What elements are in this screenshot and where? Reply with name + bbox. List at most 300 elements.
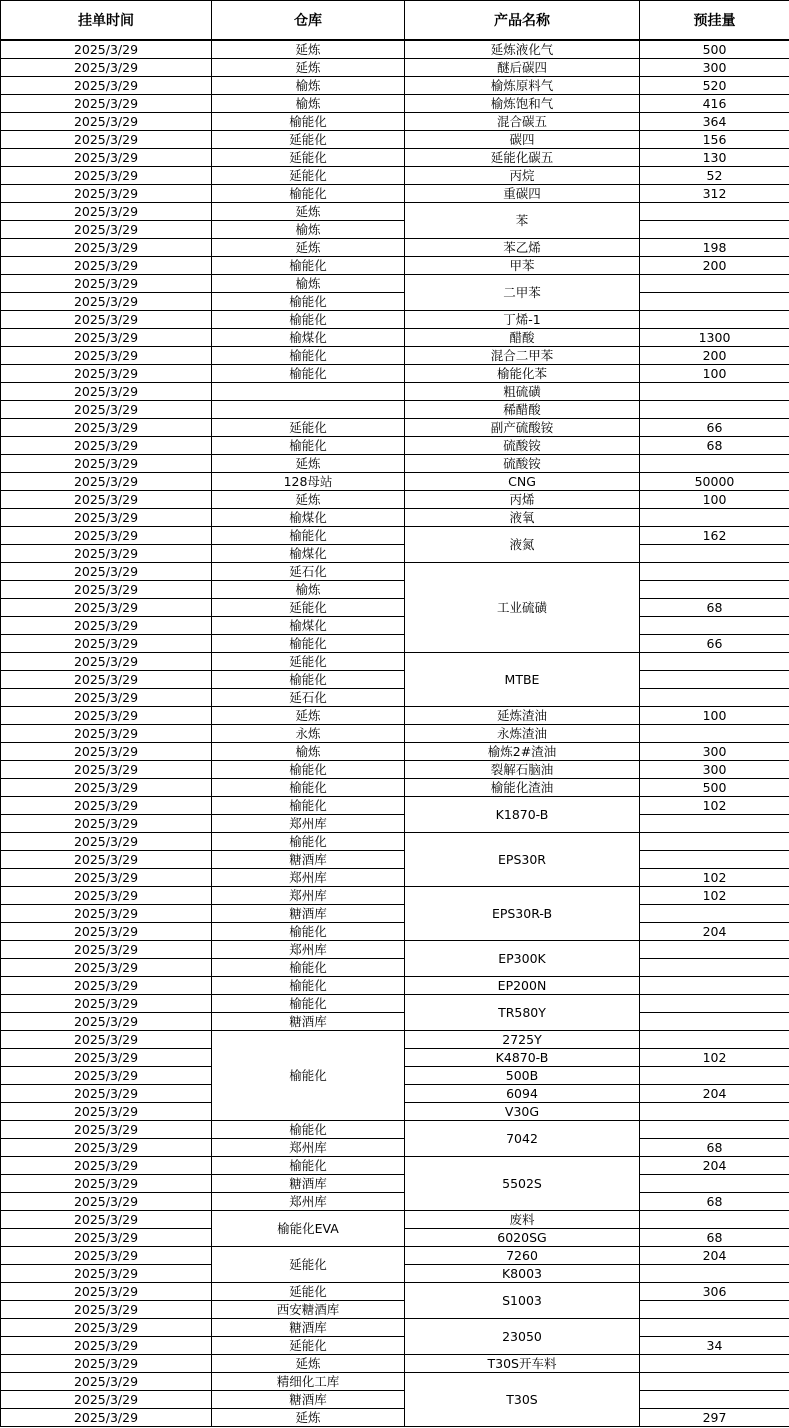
warehouse-cell: 榆炼 xyxy=(212,275,405,293)
date-cell: 2025/3/29 xyxy=(1,1103,212,1121)
warehouse-cell: 延炼 xyxy=(212,707,405,725)
table-row xyxy=(1,1391,789,1409)
quantity-cell: 66 xyxy=(640,635,789,653)
date-cell: 2025/3/29 xyxy=(1,941,212,959)
date-cell: 2025/3/29 xyxy=(1,185,212,203)
date-cell: 2025/3/29 xyxy=(1,491,212,509)
quantity-cell xyxy=(640,815,789,833)
date-cell: 2025/3/29 xyxy=(1,419,212,437)
quantity-cell xyxy=(640,1319,789,1337)
product-cell: 苯乙烯 xyxy=(405,239,640,257)
table-row xyxy=(1,797,789,815)
date-cell: 2025/3/29 xyxy=(1,329,212,347)
quantity-cell xyxy=(640,293,789,311)
quantity-cell: 68 xyxy=(640,437,789,455)
warehouse-cell: 糖酒库 xyxy=(212,851,405,869)
quantity-cell xyxy=(640,203,789,221)
date-cell: 2025/3/29 xyxy=(1,1085,212,1103)
warehouse-cell: 榆炼 xyxy=(212,95,405,113)
quantity-cell xyxy=(640,383,789,401)
product-cell: EP200N xyxy=(405,977,640,995)
date-cell: 2025/3/29 xyxy=(1,131,212,149)
warehouse-cell: 延能化 xyxy=(212,131,405,149)
quantity-cell: 1300 xyxy=(640,329,789,347)
quantity-cell: 68 xyxy=(640,1139,789,1157)
product-cell: K1870-B xyxy=(405,797,640,833)
date-cell: 2025/3/29 xyxy=(1,995,212,1013)
warehouse-cell: 榆能化 xyxy=(212,833,405,851)
quantity-cell: 306 xyxy=(640,1283,789,1301)
warehouse-cell: 延炼 xyxy=(212,203,405,221)
table-row xyxy=(1,221,789,239)
warehouse-cell: 延能化 xyxy=(212,167,405,185)
date-cell: 2025/3/29 xyxy=(1,959,212,977)
date-cell: 2025/3/29 xyxy=(1,1373,212,1391)
warehouse-cell: 榆能化 xyxy=(212,671,405,689)
quantity-cell xyxy=(640,689,789,707)
table-row xyxy=(1,617,789,635)
date-cell: 2025/3/29 xyxy=(1,77,212,95)
table-row xyxy=(1,941,789,959)
warehouse-cell: 榆能化 xyxy=(212,527,405,545)
product-cell: 硫酸铵 xyxy=(405,455,640,473)
quantity-cell: 364 xyxy=(640,113,789,131)
quantity-cell xyxy=(640,851,789,869)
warehouse-cell: 榆能化 xyxy=(212,1157,405,1175)
date-cell: 2025/3/29 xyxy=(1,635,212,653)
product-cell: 7260 xyxy=(405,1247,640,1265)
warehouse-cell: 延能化 xyxy=(212,1247,405,1283)
date-cell: 2025/3/29 xyxy=(1,887,212,905)
warehouse-cell: 榆能化EVA xyxy=(212,1211,405,1247)
warehouse-cell: 精细化工库 xyxy=(212,1373,405,1391)
warehouse-cell: 榆能化 xyxy=(212,923,405,941)
table-row xyxy=(1,365,789,383)
date-cell: 2025/3/29 xyxy=(1,311,212,329)
warehouse-cell: 延能化 xyxy=(212,599,405,617)
warehouse-cell: 榆煤化 xyxy=(212,617,405,635)
product-cell: TR580Y xyxy=(405,995,640,1031)
table-row xyxy=(1,455,789,473)
header-warehouse: 仓库 xyxy=(212,1,405,41)
product-cell: 混合碳五 xyxy=(405,113,640,131)
table-row xyxy=(1,473,789,491)
date-cell: 2025/3/29 xyxy=(1,815,212,833)
quantity-cell xyxy=(640,833,789,851)
warehouse-cell: 郑州库 xyxy=(212,887,405,905)
table-row xyxy=(1,1319,789,1337)
quantity-cell: 162 xyxy=(640,527,789,545)
warehouse-cell: 延能化 xyxy=(212,653,405,671)
warehouse-cell: 榆能化 xyxy=(212,1031,405,1121)
product-cell: 永炼渣油 xyxy=(405,725,640,743)
header-product: 产品名称 xyxy=(405,1,640,41)
warehouse-cell: 榆能化 xyxy=(212,779,405,797)
table-row xyxy=(1,77,789,95)
table-row xyxy=(1,1409,789,1427)
table-row xyxy=(1,1031,789,1049)
date-cell: 2025/3/29 xyxy=(1,1319,212,1337)
table-row xyxy=(1,905,789,923)
quantity-cell: 102 xyxy=(640,797,789,815)
warehouse-cell: 榆能化 xyxy=(212,311,405,329)
quantity-cell: 300 xyxy=(640,743,789,761)
date-cell: 2025/3/29 xyxy=(1,401,212,419)
product-cell: 液氧 xyxy=(405,509,640,527)
table-row xyxy=(1,887,789,905)
product-cell: K8003 xyxy=(405,1265,640,1283)
quantity-cell xyxy=(640,1031,789,1049)
table-row xyxy=(1,491,789,509)
product-cell: 醋酸 xyxy=(405,329,640,347)
warehouse-cell: 榆煤化 xyxy=(212,509,405,527)
date-cell: 2025/3/29 xyxy=(1,1283,212,1301)
table-row xyxy=(1,40,789,59)
warehouse-cell: 郑州库 xyxy=(212,941,405,959)
date-cell: 2025/3/29 xyxy=(1,1211,212,1229)
quantity-cell: 68 xyxy=(640,1229,789,1247)
table-row xyxy=(1,725,789,743)
date-cell: 2025/3/29 xyxy=(1,779,212,797)
table-row xyxy=(1,869,789,887)
product-cell: K4870-B xyxy=(405,1049,640,1067)
table-row xyxy=(1,257,789,275)
warehouse-cell: 糖酒库 xyxy=(212,1319,405,1337)
quantity-cell xyxy=(640,977,789,995)
warehouse-cell: 榆能化 xyxy=(212,977,405,995)
product-cell: 裂解石脑油 xyxy=(405,761,640,779)
date-cell: 2025/3/29 xyxy=(1,1157,212,1175)
warehouse-cell: 糖酒库 xyxy=(212,1391,405,1409)
date-cell: 2025/3/29 xyxy=(1,365,212,383)
quantity-cell: 198 xyxy=(640,239,789,257)
quantity-cell xyxy=(640,221,789,239)
date-cell: 2025/3/29 xyxy=(1,599,212,617)
date-cell: 2025/3/29 xyxy=(1,545,212,563)
date-cell: 2025/3/29 xyxy=(1,725,212,743)
product-cell: 液氮 xyxy=(405,527,640,563)
date-cell: 2025/3/29 xyxy=(1,257,212,275)
product-cell: 榆炼2#渣油 xyxy=(405,743,640,761)
product-cell: 榆能化苯 xyxy=(405,365,640,383)
table-row xyxy=(1,707,789,725)
warehouse-cell: 榆能化 xyxy=(212,113,405,131)
table-row xyxy=(1,131,789,149)
warehouse-cell: 郑州库 xyxy=(212,869,405,887)
date-cell: 2025/3/29 xyxy=(1,905,212,923)
warehouse-cell: 延炼 xyxy=(212,40,405,59)
product-cell: 500B xyxy=(405,1067,640,1085)
date-cell: 2025/3/29 xyxy=(1,95,212,113)
warehouse-cell: 西安糖酒库 xyxy=(212,1301,405,1319)
table-row xyxy=(1,1283,789,1301)
date-cell: 2025/3/29 xyxy=(1,761,212,779)
product-cell: 丁烯-1 xyxy=(405,311,640,329)
warehouse-cell: 榆炼 xyxy=(212,77,405,95)
date-cell: 2025/3/29 xyxy=(1,1247,212,1265)
quantity-cell: 520 xyxy=(640,77,789,95)
warehouse-cell: 榆煤化 xyxy=(212,329,405,347)
warehouse-cell: 榆能化 xyxy=(212,995,405,1013)
product-cell: 工业硫磺 xyxy=(405,563,640,653)
product-cell: 7042 xyxy=(405,1121,640,1157)
warehouse-cell xyxy=(212,401,405,419)
product-cell: 2725Y xyxy=(405,1031,640,1049)
table-row xyxy=(1,959,789,977)
product-cell: V30G xyxy=(405,1103,640,1121)
quantity-cell: 204 xyxy=(640,1247,789,1265)
quantity-cell xyxy=(640,581,789,599)
product-cell: 丙烯 xyxy=(405,491,640,509)
quantity-cell xyxy=(640,1301,789,1319)
product-cell: T30S开车料 xyxy=(405,1355,640,1373)
date-cell: 2025/3/29 xyxy=(1,59,212,77)
table-row xyxy=(1,1355,789,1373)
product-cell: EP300K xyxy=(405,941,640,977)
product-cell: 粗硫磺 xyxy=(405,383,640,401)
table-row xyxy=(1,95,789,113)
product-cell: 延炼渣油 xyxy=(405,707,640,725)
table-row xyxy=(1,383,789,401)
warehouse-cell: 榆能化 xyxy=(212,437,405,455)
table-row xyxy=(1,329,789,347)
warehouse-cell: 糖酒库 xyxy=(212,1175,405,1193)
quantity-cell xyxy=(640,995,789,1013)
table-row xyxy=(1,185,789,203)
product-cell: 混合二甲苯 xyxy=(405,347,640,365)
date-cell: 2025/3/29 xyxy=(1,275,212,293)
table-row xyxy=(1,1175,789,1193)
table-row xyxy=(1,1247,789,1265)
warehouse-cell: 延炼 xyxy=(212,1409,405,1427)
quantity-cell: 100 xyxy=(640,707,789,725)
date-cell: 2025/3/29 xyxy=(1,563,212,581)
table-row xyxy=(1,401,789,419)
table-row xyxy=(1,545,789,563)
quantity-cell xyxy=(640,401,789,419)
warehouse-cell: 榆煤化 xyxy=(212,545,405,563)
date-cell: 2025/3/29 xyxy=(1,293,212,311)
date-cell: 2025/3/29 xyxy=(1,1031,212,1049)
quantity-cell xyxy=(640,941,789,959)
quantity-cell xyxy=(640,1355,789,1373)
product-cell: 副产硫酸铵 xyxy=(405,419,640,437)
product-cell: 甲苯 xyxy=(405,257,640,275)
table-row xyxy=(1,293,789,311)
warehouse-cell: 延炼 xyxy=(212,455,405,473)
date-cell: 2025/3/29 xyxy=(1,1265,212,1283)
date-cell: 2025/3/29 xyxy=(1,347,212,365)
warehouse-cell: 榆能化 xyxy=(212,293,405,311)
table-row xyxy=(1,743,789,761)
date-cell: 2025/3/29 xyxy=(1,1391,212,1409)
quantity-cell: 300 xyxy=(640,59,789,77)
warehouse-cell: 延炼 xyxy=(212,59,405,77)
date-cell: 2025/3/29 xyxy=(1,40,212,59)
warehouse-cell: 榆能化 xyxy=(212,1121,405,1139)
table-row xyxy=(1,203,789,221)
warehouse-cell: 榆能化 xyxy=(212,257,405,275)
warehouse-cell: 永炼 xyxy=(212,725,405,743)
warehouse-cell: 榆能化 xyxy=(212,761,405,779)
warehouse-cell: 榆能化 xyxy=(212,959,405,977)
table-row xyxy=(1,1337,789,1355)
quantity-cell: 34 xyxy=(640,1337,789,1355)
date-cell: 2025/3/29 xyxy=(1,1337,212,1355)
warehouse-cell: 榆能化 xyxy=(212,185,405,203)
quantity-cell xyxy=(640,1391,789,1409)
table-row xyxy=(1,1211,789,1229)
date-cell: 2025/3/29 xyxy=(1,1139,212,1157)
date-cell: 2025/3/29 xyxy=(1,509,212,527)
table-row xyxy=(1,761,789,779)
warehouse-cell xyxy=(212,383,405,401)
table-row xyxy=(1,1373,789,1391)
quantity-cell xyxy=(640,671,789,689)
table-row xyxy=(1,59,789,77)
warehouse-cell: 郑州库 xyxy=(212,815,405,833)
quantity-cell xyxy=(640,959,789,977)
warehouse-cell: 延炼 xyxy=(212,491,405,509)
product-cell: 二甲苯 xyxy=(405,275,640,311)
product-cell: 硫酸铵 xyxy=(405,437,640,455)
warehouse-cell: 糖酒库 xyxy=(212,905,405,923)
table-row xyxy=(1,815,789,833)
quantity-cell: 68 xyxy=(640,1193,789,1211)
warehouse-cell: 榆能化 xyxy=(212,797,405,815)
table-row xyxy=(1,347,789,365)
product-cell: MTBE xyxy=(405,653,640,707)
date-cell: 2025/3/29 xyxy=(1,149,212,167)
product-cell: 榆炼饱和气 xyxy=(405,95,640,113)
date-cell: 2025/3/29 xyxy=(1,617,212,635)
quantity-cell xyxy=(640,509,789,527)
date-cell: 2025/3/29 xyxy=(1,239,212,257)
date-cell: 2025/3/29 xyxy=(1,689,212,707)
table-row xyxy=(1,1139,789,1157)
warehouse-cell: 郑州库 xyxy=(212,1193,405,1211)
table-row xyxy=(1,779,789,797)
header-date: 挂单时间 xyxy=(1,1,212,41)
warehouse-cell: 延能化 xyxy=(212,419,405,437)
product-cell: 碳四 xyxy=(405,131,640,149)
quantity-cell: 68 xyxy=(640,599,789,617)
quantity-cell: 204 xyxy=(640,1157,789,1175)
quantity-cell: 130 xyxy=(640,149,789,167)
product-cell: 稀醋酸 xyxy=(405,401,640,419)
product-cell: T30S xyxy=(405,1373,640,1427)
product-cell: 榆能化渣油 xyxy=(405,779,640,797)
quantity-cell: 297 xyxy=(640,1409,789,1427)
quantity-cell xyxy=(640,905,789,923)
table-row xyxy=(1,635,789,653)
quantity-cell: 156 xyxy=(640,131,789,149)
date-cell: 2025/3/29 xyxy=(1,1049,212,1067)
quantity-cell xyxy=(640,653,789,671)
quantity-cell: 50000 xyxy=(640,473,789,491)
date-cell: 2025/3/29 xyxy=(1,1067,212,1085)
table-row xyxy=(1,977,789,995)
table-row xyxy=(1,653,789,671)
warehouse-cell: 榆能化 xyxy=(212,635,405,653)
warehouse-cell: 延炼 xyxy=(212,1355,405,1373)
date-cell: 2025/3/29 xyxy=(1,167,212,185)
date-cell: 2025/3/29 xyxy=(1,743,212,761)
quantity-cell: 102 xyxy=(640,869,789,887)
quantity-cell xyxy=(640,1013,789,1031)
date-cell: 2025/3/29 xyxy=(1,977,212,995)
table-row xyxy=(1,239,789,257)
date-cell: 2025/3/29 xyxy=(1,1229,212,1247)
table-row xyxy=(1,1013,789,1031)
date-cell: 2025/3/29 xyxy=(1,203,212,221)
product-cell: 23050 xyxy=(405,1319,640,1355)
warehouse-cell: 延石化 xyxy=(212,563,405,581)
product-cell: 5502S xyxy=(405,1157,640,1211)
quantity-cell xyxy=(640,725,789,743)
product-cell: 醚后碳四 xyxy=(405,59,640,77)
date-cell: 2025/3/29 xyxy=(1,671,212,689)
date-cell: 2025/3/29 xyxy=(1,923,212,941)
product-cell: 6020SG xyxy=(405,1229,640,1247)
table-row xyxy=(1,1157,789,1175)
table-row xyxy=(1,149,789,167)
table-row xyxy=(1,923,789,941)
product-cell: 6094 xyxy=(405,1085,640,1103)
product-cell: 丙烷 xyxy=(405,167,640,185)
date-cell: 2025/3/29 xyxy=(1,437,212,455)
quantity-cell: 300 xyxy=(640,761,789,779)
quantity-cell xyxy=(640,545,789,563)
date-cell: 2025/3/29 xyxy=(1,113,212,131)
quantity-cell xyxy=(640,1211,789,1229)
quantity-cell: 100 xyxy=(640,491,789,509)
table-row xyxy=(1,851,789,869)
warehouse-cell: 榆能化 xyxy=(212,365,405,383)
product-cell: 延能化碳五 xyxy=(405,149,640,167)
table-row xyxy=(1,833,789,851)
table-row xyxy=(1,113,789,131)
warehouse-cell: 郑州库 xyxy=(212,1139,405,1157)
table-row xyxy=(1,689,789,707)
date-cell: 2025/3/29 xyxy=(1,1013,212,1031)
quantity-cell xyxy=(640,1373,789,1391)
warehouse-cell: 糖酒库 xyxy=(212,1013,405,1031)
header-quantity: 预挂量 xyxy=(640,1,789,41)
product-cell: CNG xyxy=(405,473,640,491)
quantity-cell: 200 xyxy=(640,257,789,275)
quantity-cell: 204 xyxy=(640,1085,789,1103)
table-row xyxy=(1,275,789,293)
date-cell: 2025/3/29 xyxy=(1,797,212,815)
date-cell: 2025/3/29 xyxy=(1,707,212,725)
product-cell: S1003 xyxy=(405,1283,640,1319)
warehouse-cell: 榆炼 xyxy=(212,743,405,761)
table-row xyxy=(1,995,789,1013)
quantity-cell xyxy=(640,1121,789,1139)
product-cell: 苯 xyxy=(405,203,640,239)
quantity-cell: 416 xyxy=(640,95,789,113)
product-cell: 榆炼原料气 xyxy=(405,77,640,95)
product-cell: 延炼液化气 xyxy=(405,40,640,59)
table-row xyxy=(1,1193,789,1211)
warehouse-cell: 延能化 xyxy=(212,1283,405,1301)
quantity-cell: 500 xyxy=(640,779,789,797)
table-row xyxy=(1,581,789,599)
date-cell: 2025/3/29 xyxy=(1,1193,212,1211)
warehouse-cell: 榆能化 xyxy=(212,347,405,365)
date-cell: 2025/3/29 xyxy=(1,221,212,239)
